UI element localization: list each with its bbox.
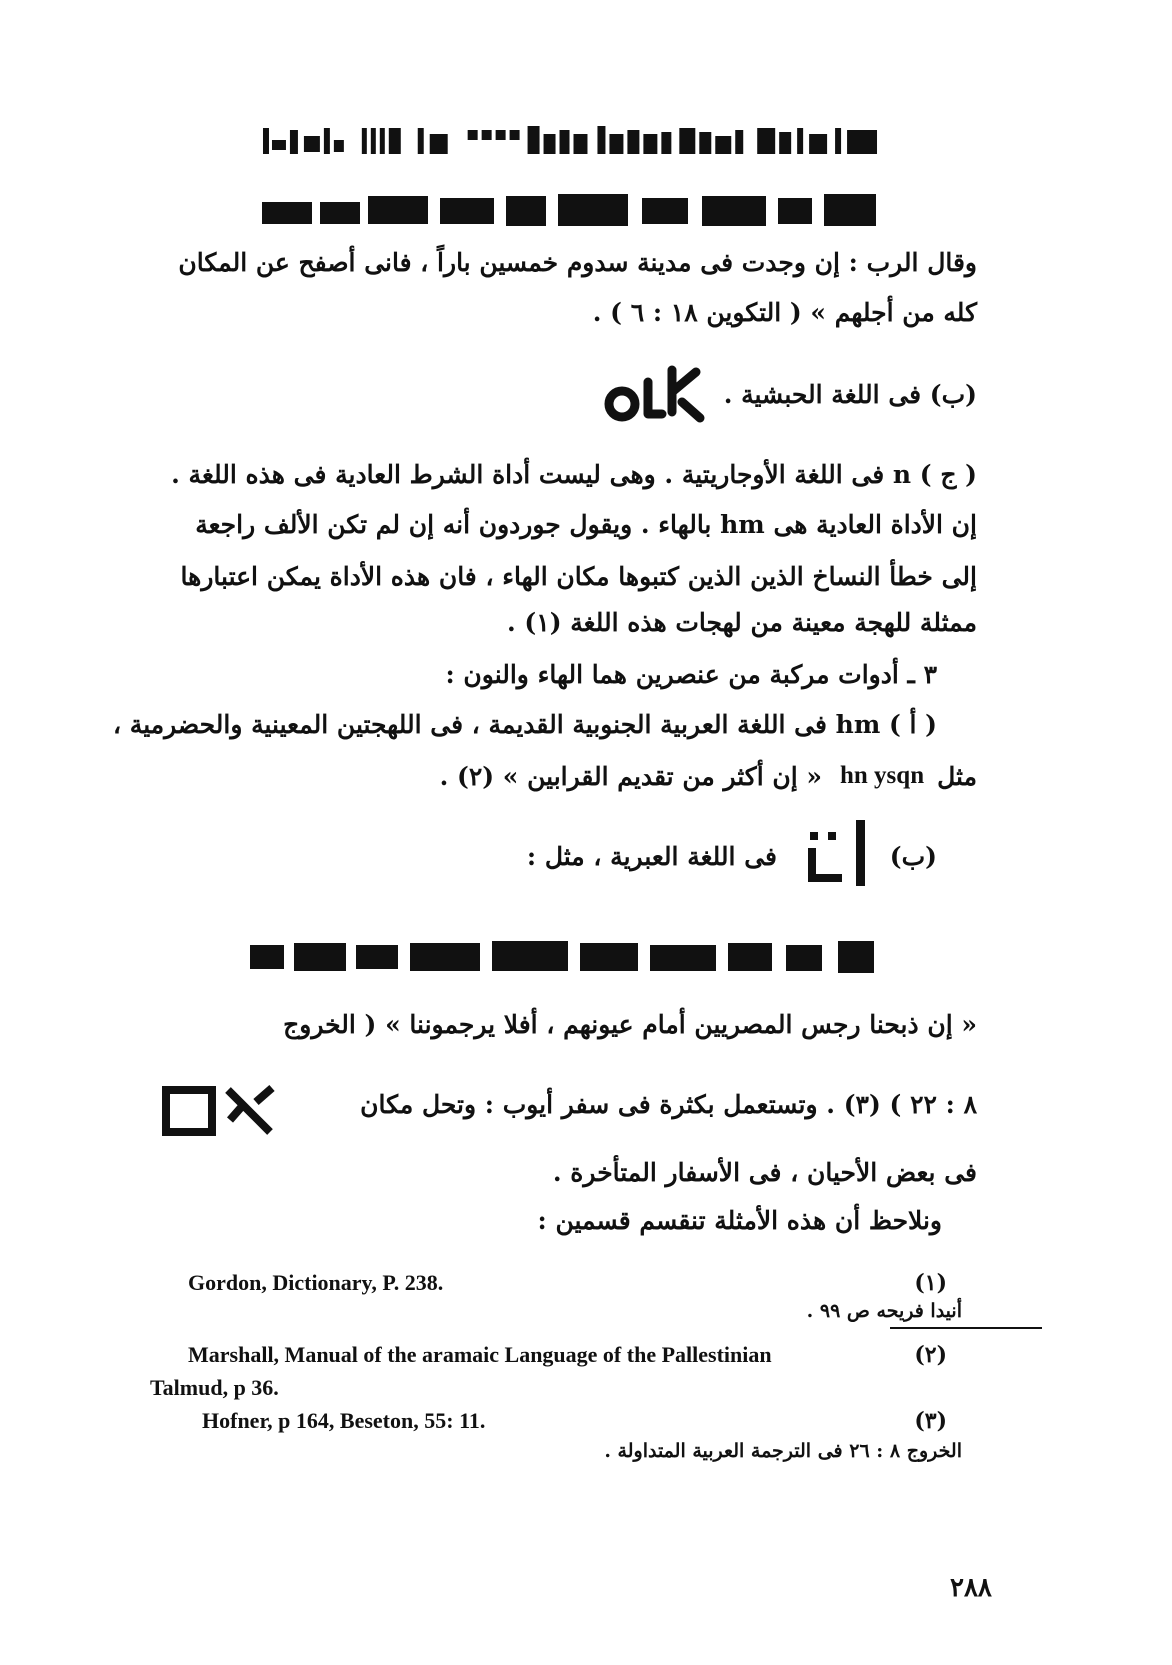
text-line-6: إلى خطأ النساخ الذين الذين كتبوها مكان الهاء ، فان هذه الأداة يمكن اعتبارها (180, 562, 977, 591)
text-line-5: إن الأداة العادية هى hm بالهاء . ويقول جوردون أنه إن لم تكن الألف راجعة (195, 510, 977, 539)
hebrew-glyph-im (160, 1080, 280, 1140)
page-number: ٢٨٨ (950, 1573, 992, 1603)
footnote-3-arabic: الخروج ٨ : ٢٦ فى الترجمة العربية المتداولة . (604, 1440, 962, 1462)
text-line-10-label: مثل (937, 762, 977, 791)
footnote-1-text: Gordon, Dictionary, P. 238. (188, 1270, 444, 1295)
text-line-15: ونلاحظ أن هذه الأمثلة تنقسم قسمين : (537, 1206, 942, 1235)
footnote-separator (890, 1327, 1042, 1329)
text-line-10-gloss: « إن أكثر من تقديم القرابين » (٢) . (439, 762, 822, 791)
hebrew-script-line-2 (250, 935, 877, 979)
text-line-7: ممثلة للهجة معينة من لهجات هذه اللغة (١) . (507, 608, 977, 637)
text-line-4: ( ج ) n فى اللغة الأوجاريتية . وهى ليست أداة الشرط العادية فى هذه اللغة . (171, 460, 977, 489)
text-line-11-marker: (ب) (889, 842, 937, 871)
footnote-3-mark: (٣) (914, 1408, 947, 1434)
text-line-13: ٨ : ٢٢ ) (٣) . وتستعمل بكثرة فى سفر أيوب : وتحل مكان (360, 1090, 977, 1119)
footnote-2-text-cont: Talmud, p 36. (150, 1375, 279, 1400)
text-line-11-text: فى اللغة العبرية ، مثل : (526, 842, 777, 871)
footnote-1-mark: (١) (914, 1270, 947, 1296)
text-line-12: « إن ذبحنا رجس المصريين أمام عيونهم ، أفلا يرجموننا » ( الخروج (283, 1010, 977, 1039)
footnote-2-text: Marshall, Manual of the aramaic Language of the Pallestinian (188, 1342, 772, 1367)
text-line-9: ( أ ) hm فى اللغة العربية الجنوبية القديمة ، فى اللهجتين المعينية والحضرمية ، (113, 710, 937, 739)
text-line-8: ٣ ـ أدوات مركبة من عنصرين هما الهاء والنون : (445, 660, 937, 689)
footnote-1-arabic: أنيدا فريحه ص ٩٩ . (806, 1300, 962, 1322)
geez-glyph (600, 362, 710, 426)
ancient-script-line (258, 118, 887, 160)
text-line-14: فى بعض الأحيان ، فى الأسفار المتأخرة . (552, 1158, 977, 1187)
footnote-3-text: Hofner, p 164, Beseton, 55: 11. (202, 1408, 486, 1433)
hebrew-script-line-1 (262, 188, 882, 234)
text-line-10-transliteration: hn ysqn (840, 762, 925, 789)
footnote-2-mark: (٢) (914, 1342, 947, 1368)
text-line-2: كله من أجلهم » ( التكوين ١٨ : ٦ ) . (592, 298, 977, 327)
text-line-1: وقال الرب : إن وجدت فى مدينة سدوم خمسين باراً ، فانى أصفح عن المكان (178, 248, 977, 277)
hebrew-glyph-in (800, 818, 880, 888)
text-line-3: (ب) فى اللغة الحبشية . (723, 380, 977, 409)
